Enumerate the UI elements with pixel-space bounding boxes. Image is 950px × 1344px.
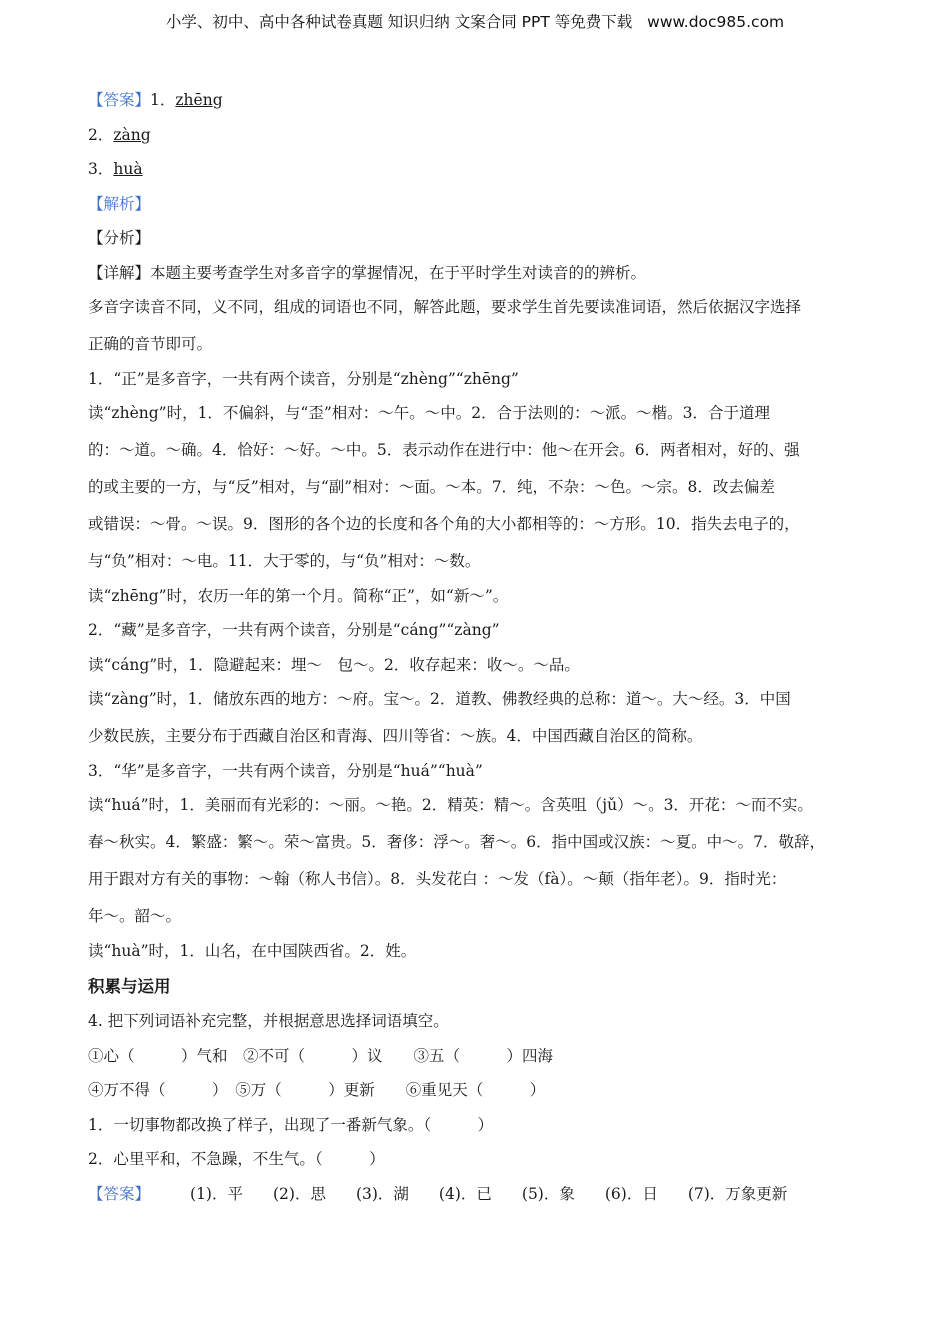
analysis-line: 用于跟对方有关的事物：～翰（称人书信）。8．头发花白 ：～发（fà）。～颠（指年老）。9．指时光：	[88, 870, 787, 888]
question-sub-1: 1．一切事物都改换了样子，出现了一番新气象。（ ）	[88, 1115, 494, 1134]
analysis-line: 年～。韶～。	[88, 907, 182, 925]
analysis-line: 3．“华”是多音字，一共有两个读音，分别是“huá”“huà”	[88, 761, 483, 780]
header-text: 小学、初中、高中各种试卷真题 知识归纳 文案合同 PPT 等免费下载	[165, 13, 633, 31]
answer4-item: (1)．平	[190, 1184, 243, 1203]
analysis-line: 读“huà”时，1．山名，在中国陕西省。2．姓。	[88, 941, 417, 960]
analysis-line: 1．“正”是多音字，一共有两个读音，分别是“zhèng”“zhēng”	[88, 369, 519, 388]
answer4-label: 【答案】	[88, 1184, 151, 1203]
answer4-item: (4)．已	[438, 1184, 492, 1203]
analysis-line: 正确的音节即可。	[88, 335, 213, 353]
jiexi-label-line	[88, 189, 878, 224]
document-body	[88, 85, 878, 1213]
analysis-line: 的：～道。～确。4．恰好：～好。～中。5．表示动作在进行中：他～在开会。6．两者相对，好的、强	[88, 441, 800, 459]
analysis-line: 2．“藏”是多音字，一共有两个读音，分别是“cáng”“zàng”	[88, 621, 500, 639]
fenxi-label-line	[88, 223, 878, 258]
answer-3-prefix: 3．	[88, 160, 114, 178]
answer-1-prefix: 1．	[150, 91, 176, 109]
answer-1-value: zhēng	[175, 91, 223, 109]
answer4-item: (3)．湖	[355, 1184, 409, 1203]
analysis-line: 读“zhēng”时，农历一年的第一个月。简称“正”，如“新～”。	[88, 586, 509, 605]
header-site-url[interactable]: www.doc985.com	[647, 13, 785, 31]
analysis-line: 或错误：～骨。～误。9．图形的各个边的长度和各个角的大小都相等的：～方形。10．指失去电子的，	[88, 515, 800, 533]
answer4-items	[190, 1179, 817, 1214]
page-header	[0, 10, 950, 32]
answer-2-value: zàng	[113, 125, 151, 144]
question-row-2: ④万不得（ ） ⑤万（ ）更新 ⑥重见天（ ）	[88, 1081, 546, 1099]
analysis-line: 读“zàng”时，1．储放东西的地方：～府。宝～。2．道教、佛教经典的总称：道～。大～经。3．中国	[88, 690, 791, 708]
question-sub-2: 2．心里平和，不急躁，不生气。（ ）	[88, 1150, 385, 1168]
answer4-item: (6)．日	[604, 1184, 658, 1203]
answer-line-1	[88, 85, 878, 120]
answer-line-2	[88, 120, 878, 155]
section-title: 积累与运用	[88, 977, 171, 996]
detail-line	[88, 258, 878, 293]
detail-label: 【详解】	[88, 263, 151, 282]
answer-line-3	[88, 154, 878, 189]
answer4-item: (5)．象	[521, 1184, 575, 1203]
fenxi-label: 【分析】	[88, 229, 151, 247]
analysis-line: 多音字读音不同，义不同，组成的词语也不同，解答此题，要求学生首先要读准词语，然后依据汉字选择	[88, 298, 802, 316]
analysis-line: 读“huá”时，1．美丽而有光彩的：～丽。～艳。2．精英：精～。含英咀（jǔ）～。3．开花：～而不实。	[88, 796, 813, 814]
analysis-line: 与“负”相对：～电。11．大于零的，与“负”相对：～数。	[88, 552, 481, 570]
answer4-item: (2)．思	[272, 1184, 326, 1203]
answer4-row	[88, 1179, 878, 1214]
analysis-line: 少数民族，主要分布于西藏自治区和青海、四川等省：～族。4．中国西藏自治区的简称。	[88, 727, 703, 745]
answer4-item: (7)．万象更新	[687, 1184, 788, 1203]
question-stem: 4. 把下列词语补充完整，并根据意思选择词语填空。	[88, 1012, 449, 1030]
question-row-1: ①心（ ）气和 ②不可（ ）议 ③五（ ）四海	[88, 1046, 554, 1065]
jiexi-label: 【解析】	[88, 194, 151, 213]
answer-label: 【答案】	[88, 91, 151, 109]
answer-2-prefix: 2．	[88, 125, 114, 144]
analysis-line: 的或主要的一方，与“反”相对，与“副”相对：～面。～本。7．纯，不杂：～色。～宗。8．改去偏差	[88, 478, 775, 496]
answer-3-value: huà	[113, 160, 143, 178]
analysis-line: 读“cáng”时，1．隐避起来：埋～ 包～。2．收存起来：收～。～品。	[88, 655, 580, 674]
analysis-line: 春～秋实。4．繁盛：繁～。荣～富贵。5．奢侈：浮～。奢～。6．指中国或汉族：～夏。中～。7．敬辞，	[88, 833, 825, 851]
detail-text: 本题主要考查学生对多音字的掌握情况，在于平时学生对读音的的辨析。	[150, 263, 647, 282]
analysis-line: 读“zhèng”时，1．不偏斜，与“歪”相对：～午。～中。2．合于法则的：～派。～楷。3．合于道理	[88, 404, 771, 422]
